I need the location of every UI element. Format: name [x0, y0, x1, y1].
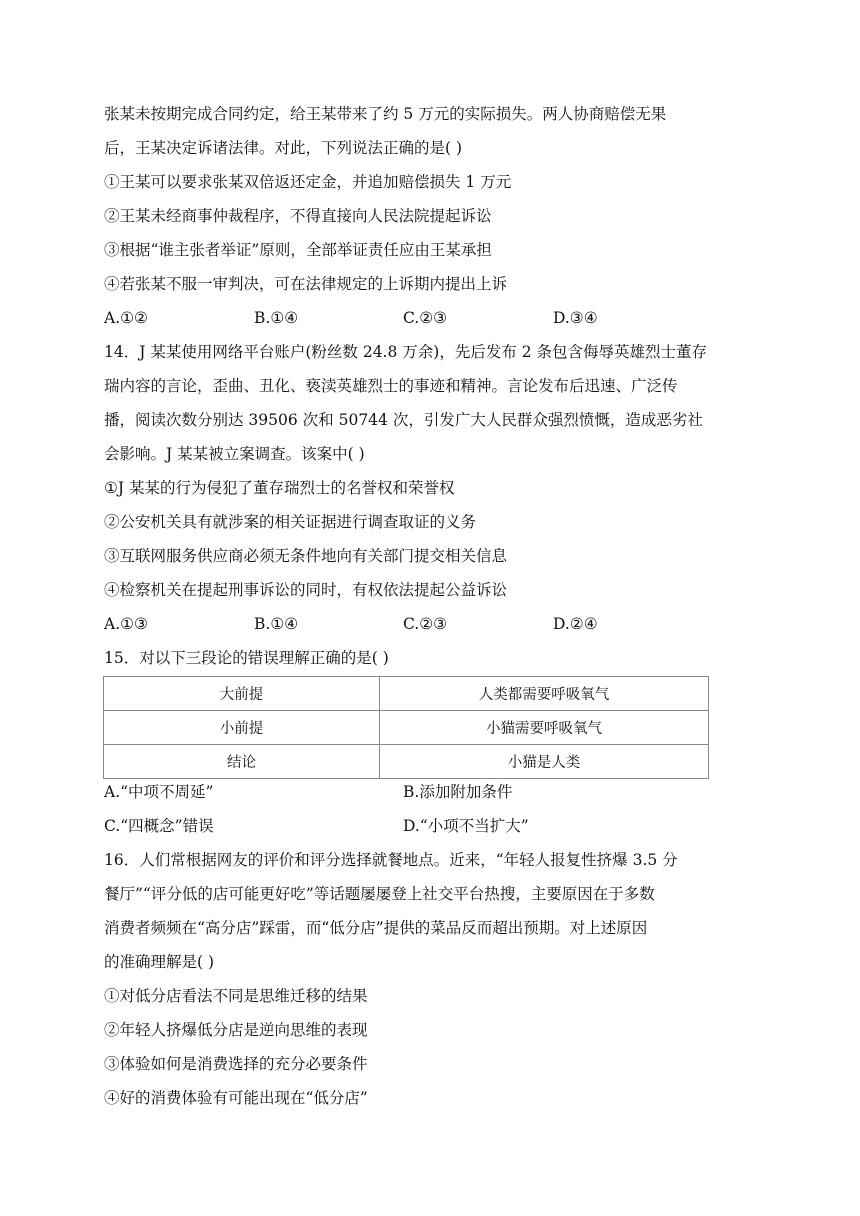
q13-option-c: C.②③	[403, 309, 448, 327]
q16-stem-line-3: 消费者频频在“高分店”踩雷，而“低分店”提供的菜品反而超出预期。对上述原因	[104, 919, 648, 937]
q13-item-4: ④若张某不服一审判决，可在法律规定的上诉期内提出上诉	[104, 275, 508, 293]
q14-option-d: D.②④	[553, 615, 598, 633]
q14-option-b: B.①④	[254, 615, 299, 633]
q14-item-1: ①J 某某的行为侵犯了董存瑞烈士的名誉权和荣誉权	[104, 479, 455, 497]
q13-option-a: A.①②	[104, 309, 148, 327]
q13-option-d: D.③④	[553, 309, 598, 327]
table-row	[104, 711, 709, 745]
q15-stem: 15．对以下三段论的错误理解正确的是( )	[104, 649, 389, 667]
q16-item-4: ④好的消费体验有可能出现在“低分店”	[104, 1089, 368, 1107]
q13-option-b: B.①④	[254, 309, 299, 327]
q13-item-1: ①王某可以要求张某双倍返还定金，并追加赔偿损失 1 万元	[104, 173, 512, 191]
q16-stem-line-4: 的准确理解是( )	[104, 953, 215, 971]
table-cell: 小猫需要呼吸氧气	[380, 711, 709, 745]
syllogism-table	[103, 676, 709, 779]
q16-stem-line-1: 16．人们常根据网友的评价和评分选择就餐地点。近来，“年轻人报复性挤爆 3.5 分	[104, 851, 678, 869]
q14-stem-line-1: 14．J 某某使用网络平台账户(粉丝数 24.8 万余)，先后发布 2 条包含侮辱英雄烈士董存	[104, 343, 708, 361]
q13-stem-line-2: 后，王某决定诉诸法律。对此，下列说法正确的是( )	[104, 139, 463, 157]
q15-option-d: D.“小项不当扩大”	[403, 817, 529, 835]
q14-stem-line-2: 瑞内容的言论，歪曲、丑化、亵渎英雄烈士的事迹和精神。言论发布后迅速、广泛传	[104, 377, 678, 395]
q14-stem-line-3: 播，阅读次数分别达 39506 次和 50744 次，引发广大人民群众强烈愤慨，造成恶劣社	[104, 411, 703, 429]
q15-option-c: C.“四概念”错误	[104, 817, 214, 835]
q16-item-2: ②年轻人挤爆低分店是逆向思维的表现	[104, 1021, 368, 1039]
q14-stem-line-4: 会影响。J 某某被立案调查。该案中( )	[104, 445, 365, 463]
q13-stem-line-1: 张某未按期完成合同约定，给王某带来了约 5 万元的实际损失。两人协商赔偿无果	[104, 105, 667, 123]
table-row	[104, 677, 709, 711]
q16-item-3: ③体验如何是消费选择的充分必要条件	[104, 1055, 368, 1073]
table-cell: 小前提	[104, 711, 380, 745]
q15-option-b: B.添加附加条件	[403, 783, 513, 801]
table-cell: 小猫是人类	[380, 745, 709, 779]
q16-stem-line-2: 餐厅”“评分低的店可能更好吃”等话题屡屡登上社交平台热搜，主要原因在于多数	[104, 885, 655, 903]
q13-item-2: ②王某未经商事仲裁程序，不得直接向人民法院提起诉讼	[104, 207, 492, 225]
q14-option-a: A.①③	[104, 615, 148, 633]
q14-item-3: ③互联网服务供应商必须无条件地向有关部门提交相关信息	[104, 547, 508, 565]
table-cell: 大前提	[104, 677, 380, 711]
q16-item-1: ①对低分店看法不同是思维迁移的结果	[104, 987, 368, 1005]
q14-item-4: ④检察机关在提起刑事诉讼的同时，有权依法提起公益诉讼	[104, 581, 508, 599]
q14-item-2: ②公安机关具有就涉案的相关证据进行调查取证的义务	[104, 513, 477, 531]
table-cell: 结论	[104, 745, 380, 779]
q13-item-3: ③根据“谁主张者举证”原则，全部举证责任应由王某承担	[104, 241, 492, 259]
q15-option-a: A.“中项不周延”	[104, 783, 214, 801]
table-row	[104, 745, 709, 779]
q14-option-c: C.②③	[403, 615, 448, 633]
table-cell: 人类都需要呼吸氧气	[380, 677, 709, 711]
